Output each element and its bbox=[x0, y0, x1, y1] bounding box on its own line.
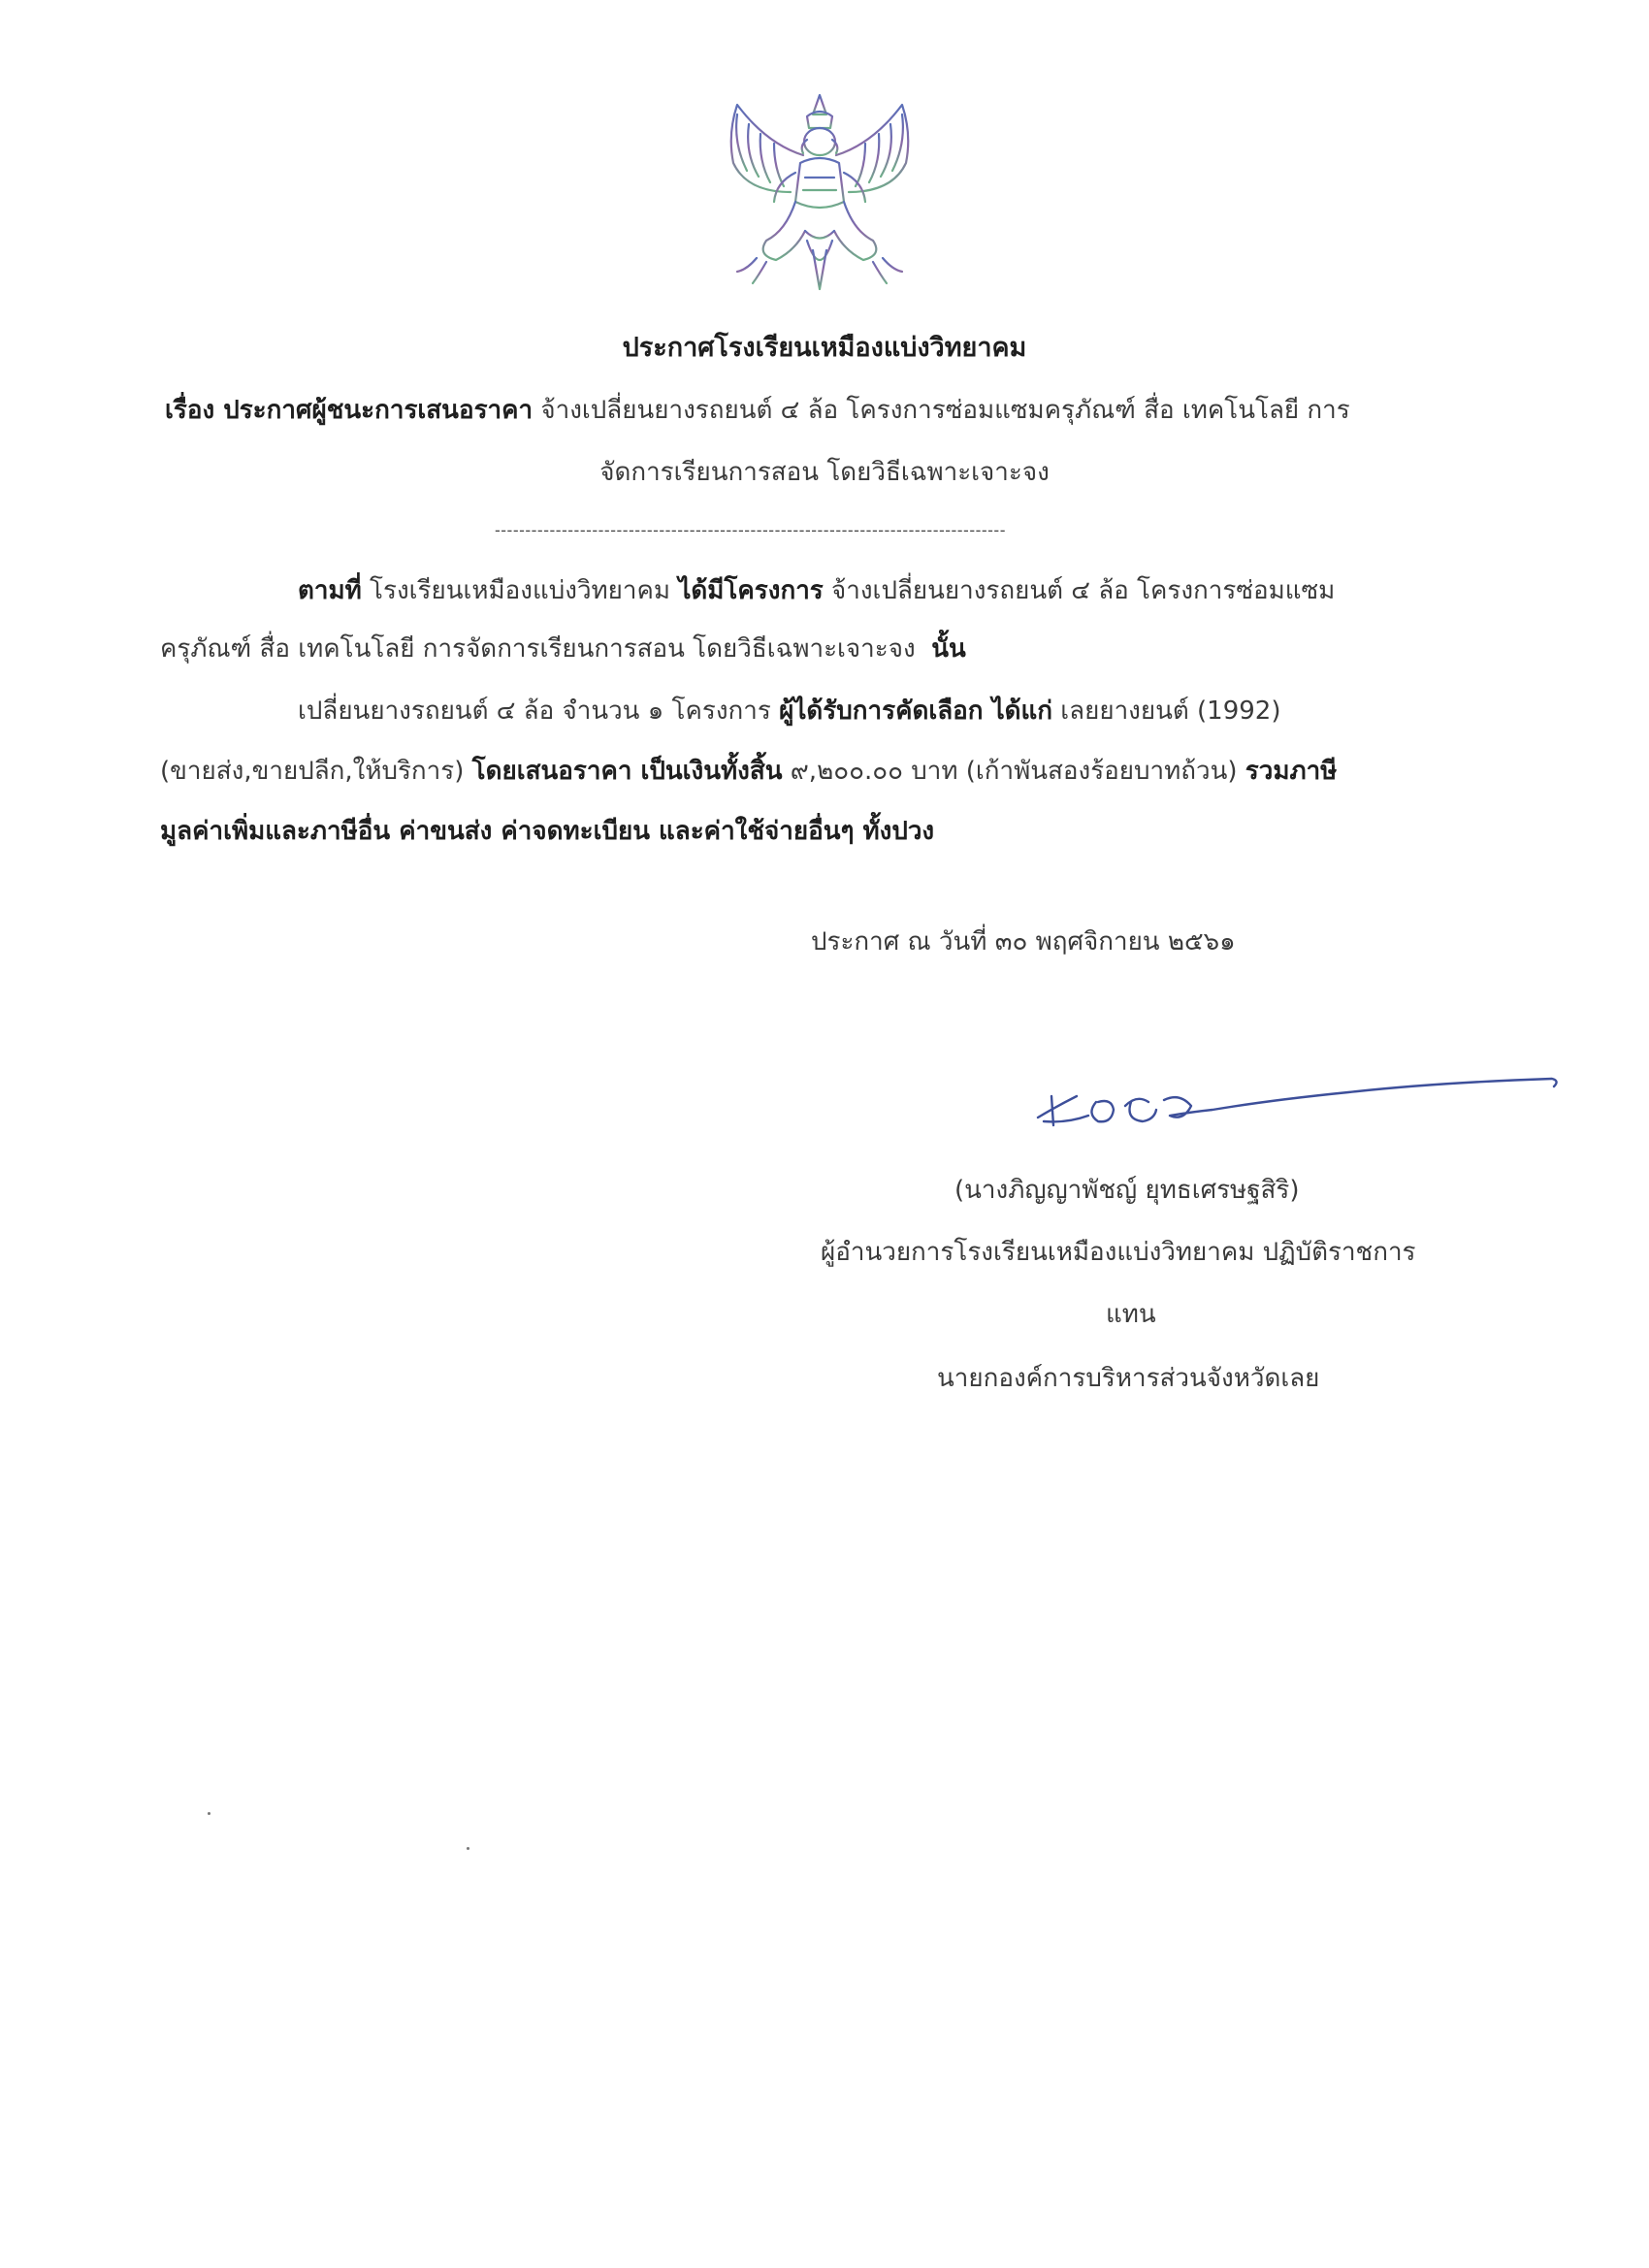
signatory-position: ผู้อำนวยการโรงเรียนเหมืองแบ่งวิทยาคม ปฏิบัติราชการ bbox=[821, 1238, 1416, 1267]
subject-text-1: จ้างเปลี่ยนยางรถยนต์ ๔ ล้อ โครงการซ่อมแซมครุภัณฑ์ สื่อ เทคโนโลยี การ bbox=[540, 396, 1350, 425]
para1-end: นั้น bbox=[931, 634, 966, 664]
document-title: ประกาศโรงเรียนเหมืองแบ่งวิทยาคม bbox=[622, 333, 1027, 363]
para1-line1 bbox=[298, 574, 1335, 607]
subject-label: เรื่อง ประกาศผู้ชนะการเสนอราคา bbox=[165, 396, 534, 425]
para1-project-2: ครุภัณฑ์ สื่อ เทคโนโลยี การจัดการเรียนการสอน โดยวิธีเฉพาะเจาะจง bbox=[160, 634, 916, 664]
para1-school: โรงเรียนเหมืองแบ่งวิทยาคม bbox=[370, 576, 671, 605]
para2-selected-label: ผู้ได้รับการคัดเลือก ได้แก่ bbox=[779, 697, 1053, 726]
garuda-emblem-icon bbox=[698, 85, 941, 299]
para2-tax-label: รวมภาษี bbox=[1245, 757, 1338, 786]
para2-offer-label: โดยเสนอราคา เป็นเงินทั้งสิ้น bbox=[471, 757, 783, 786]
announcement-date: ประกาศ ณ วันที่ ๓๐ พฤศจิกายน ๒๕๖๑ bbox=[811, 927, 1236, 956]
para2-vendor-detail: (ขายส่ง,ขายปลีก,ให้บริการ) bbox=[160, 757, 465, 786]
subject-line-1 bbox=[165, 394, 1350, 427]
scan-speck bbox=[467, 1847, 469, 1850]
signatory-name: (นางภิญญาพัชญ์ ยุทธเศรษฐสิริ) bbox=[954, 1176, 1300, 1205]
para1-has-project: ได้มีโครงการ bbox=[678, 576, 824, 605]
signatory-on-behalf: แทน bbox=[1106, 1300, 1156, 1329]
para2-vendor: เลยยางยนต์ (1992) bbox=[1060, 697, 1281, 726]
para2-amount: ๙,๒๐๐.๐๐ บาท (เก้าพันสองร้อยบาทถ้วน) bbox=[790, 757, 1238, 786]
para2-tax-line: มูลค่าเพิ่มและภาษีอื่น ค่าขนส่ง ค่าจดทะเบียน และค่าใช้จ่ายอื่นๆ ทั้งปวง bbox=[160, 817, 935, 846]
para2-line1 bbox=[298, 695, 1281, 728]
scan-speck bbox=[208, 1812, 210, 1815]
para1-project-1: จ้างเปลี่ยนยางรถยนต์ ๔ ล้อ โครงการซ่อมแซม bbox=[831, 576, 1336, 605]
handwritten-signature bbox=[1028, 1067, 1571, 1145]
separator-line: ------------------------------------------------------------------------------------ bbox=[495, 521, 1006, 539]
signatory-authority: นายกองค์การบริหารส่วนจังหวัดเลย bbox=[937, 1364, 1320, 1393]
para1-line2 bbox=[160, 632, 966, 665]
subject-line-2: จัดการเรียนการสอน โดยวิธีเฉพาะเจาะจง bbox=[599, 458, 1050, 487]
para2-line2 bbox=[160, 755, 1337, 788]
para2-item: เปลี่ยนยางรถยนต์ ๔ ล้อ จำนวน ๑ โครงการ bbox=[298, 697, 771, 726]
para1-lead: ตามที่ bbox=[298, 576, 362, 605]
